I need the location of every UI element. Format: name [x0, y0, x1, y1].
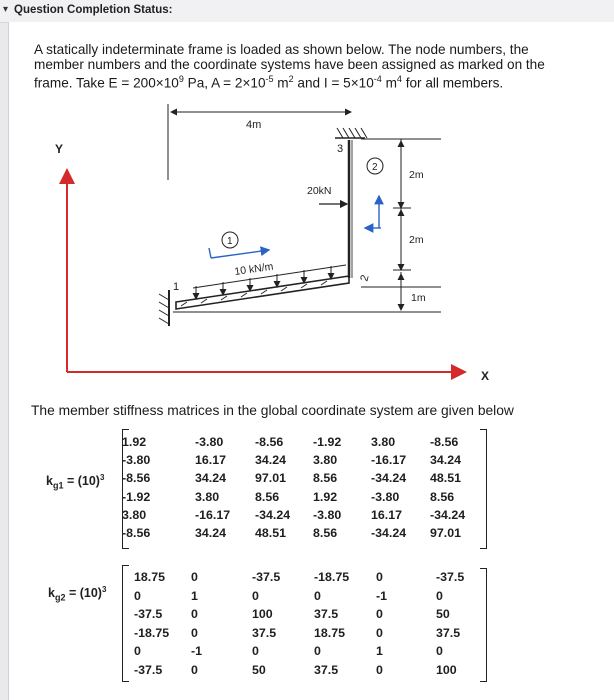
- node-1-label: 1: [173, 281, 180, 293]
- kg2-cell: -37.5: [436, 570, 465, 584]
- kg2-cell: 0: [436, 588, 443, 603]
- kg1-label: $k_{g1} = (10)^3$: [46, 473, 105, 491]
- kg1-cell: 34.24: [195, 471, 227, 486]
- kg2-cell: 0: [252, 644, 259, 659]
- kg2-cell: 37.5: [314, 663, 339, 677]
- kg2-cell: 37.5: [252, 625, 277, 640]
- kg1-cell: 1.92: [313, 489, 338, 504]
- kg1-bracket-right: [480, 429, 487, 549]
- kg1-cell: -16.17: [195, 507, 231, 522]
- kg2-cell: 0: [376, 663, 383, 677]
- kg2-cell: 1: [376, 644, 383, 659]
- question-line-2: member numbers and the coordinate systems have been assigned as marked on the: [34, 57, 545, 72]
- kg2-cell: 0: [376, 570, 383, 584]
- kg1-cell: 3.80: [371, 435, 396, 449]
- kg1-cell: -8.56: [122, 526, 151, 540]
- kg1-cell: 97.01: [430, 526, 462, 540]
- dim-1m: 1m: [411, 292, 426, 304]
- fixed-support-top: [337, 128, 367, 138]
- status-title: Question Completion Status:: [14, 4, 173, 16]
- kg1-cell: 8.56: [430, 489, 455, 504]
- frame-figure: [9, 22, 614, 402]
- member-1-number: 1: [227, 236, 233, 247]
- kg1-cell: -8.56: [255, 435, 284, 449]
- kg2-cell: 0: [134, 644, 141, 659]
- kg1-cell: 3.80: [313, 453, 338, 468]
- kg1-cell: 1.92: [122, 435, 147, 449]
- kg2-cell: 0: [134, 588, 141, 603]
- kg2-cell: 18.75: [314, 625, 346, 640]
- node-2-label: 2: [358, 273, 372, 283]
- question-panel: [8, 22, 614, 700]
- point-load-label: 20kN: [307, 185, 332, 197]
- kg2-cell: -18.75: [134, 625, 170, 640]
- collapse-chevron-icon[interactable]: ▾: [3, 4, 9, 15]
- kg2-cell: 0: [252, 588, 259, 603]
- kg2-cell: -37.5: [252, 570, 281, 584]
- kg2-cell: 37.5: [314, 607, 339, 622]
- kg2-label: $k_{g2} = (10)^3$: [48, 585, 107, 603]
- kg1-cell: -34.24: [255, 507, 291, 522]
- kg1-cell: -16.17: [371, 453, 407, 468]
- kg1-cell: -8.56: [430, 435, 459, 449]
- question-line-1: A statically indeterminate frame is loaded as shown below. The node numbers, the: [34, 42, 529, 57]
- kg2-cell: 0: [314, 588, 321, 603]
- kg2-cell: 1: [191, 588, 198, 603]
- kg1-cell: 16.17: [371, 507, 403, 522]
- kg1-cell: 48.51: [430, 471, 462, 486]
- member-2-number: 2: [372, 162, 378, 173]
- kg1-cell: -3.80: [122, 453, 151, 468]
- dim-4m-label: 4m: [246, 119, 262, 131]
- kg1-cell: -3.80: [371, 489, 400, 504]
- kg1-cell: 3.80: [195, 489, 220, 504]
- kg1-cell: -8.56: [122, 471, 151, 486]
- kg1-cell: -1.92: [313, 435, 342, 449]
- kg1-cell: -34.24: [371, 526, 407, 540]
- kg2-cell: 0: [436, 644, 443, 659]
- dim-2m-upper: 2m: [409, 169, 424, 181]
- kg1-cell: 16.17: [195, 453, 227, 468]
- kg1-cell: -34.24: [430, 507, 466, 522]
- kg2-cell: -18.75: [314, 570, 350, 584]
- kg2-bracket-right: [480, 568, 487, 682]
- kg1-cell: -3.80: [313, 507, 342, 522]
- node-3-label: 3: [337, 143, 344, 155]
- kg1-cell: 3.80: [122, 507, 147, 522]
- kg2-cell: 0: [376, 607, 383, 622]
- kg2-cell: -1: [376, 588, 388, 603]
- kg1-cell: 8.56: [313, 526, 338, 540]
- dim-2m-lower: 2m: [409, 234, 424, 246]
- kg1-cell: -34.24: [371, 471, 407, 486]
- kg2-cell: 50: [252, 663, 266, 677]
- kg2-cell: -1: [191, 644, 203, 659]
- question-status-bar[interactable]: [0, 0, 614, 23]
- kg2-cell: 18.75: [134, 570, 166, 584]
- kg2-cell: 0: [314, 644, 321, 659]
- kg1-cell: 8.56: [255, 489, 280, 504]
- kg2-bracket-left: [122, 565, 129, 682]
- kg2-cell: 0: [191, 607, 198, 622]
- kg1-cell: 34.24: [195, 526, 227, 540]
- kg1-cell: 34.24: [255, 453, 287, 468]
- kg1-cell: 8.56: [313, 471, 338, 486]
- kg2-cell: 100: [252, 607, 273, 622]
- kg1-cell: 48.51: [255, 526, 287, 540]
- kg2-cell: 0: [191, 625, 198, 640]
- x-axis-label: X: [481, 369, 490, 383]
- y-axis-label: Y: [55, 142, 64, 156]
- kg2-cell: 37.5: [436, 625, 461, 640]
- kg2-cell: 0: [191, 663, 198, 677]
- kg2-cell: -37.5: [134, 663, 163, 677]
- distributed-load-label: 10 kN/m: [233, 260, 275, 278]
- fixed-support-left: [159, 294, 169, 324]
- kg1-cell: -3.80: [195, 435, 224, 449]
- question-line-3: frame. Take $E = 200\times 10^9$ Pa, $A = 2\times 10^{-5}$ $m^2$ and $I = 5\times 10^{-4}$ $m^4$ for all members.: [34, 74, 504, 91]
- vertical-dimensions: [393, 139, 411, 310]
- kg2-cell: 50: [436, 607, 450, 622]
- kg1-cell: -1.92: [122, 489, 151, 504]
- kg1-cell: 34.24: [430, 453, 462, 468]
- kg2-cell: 0: [376, 625, 383, 640]
- matrices-caption: The member stiffness matrices in the global coordinate system are given below: [31, 403, 514, 418]
- kg2-cell: -37.5: [134, 607, 163, 622]
- kg2-cell: 100: [436, 663, 457, 677]
- kg2-cell: 0: [191, 570, 198, 584]
- kg1-cell: 97.01: [255, 471, 287, 486]
